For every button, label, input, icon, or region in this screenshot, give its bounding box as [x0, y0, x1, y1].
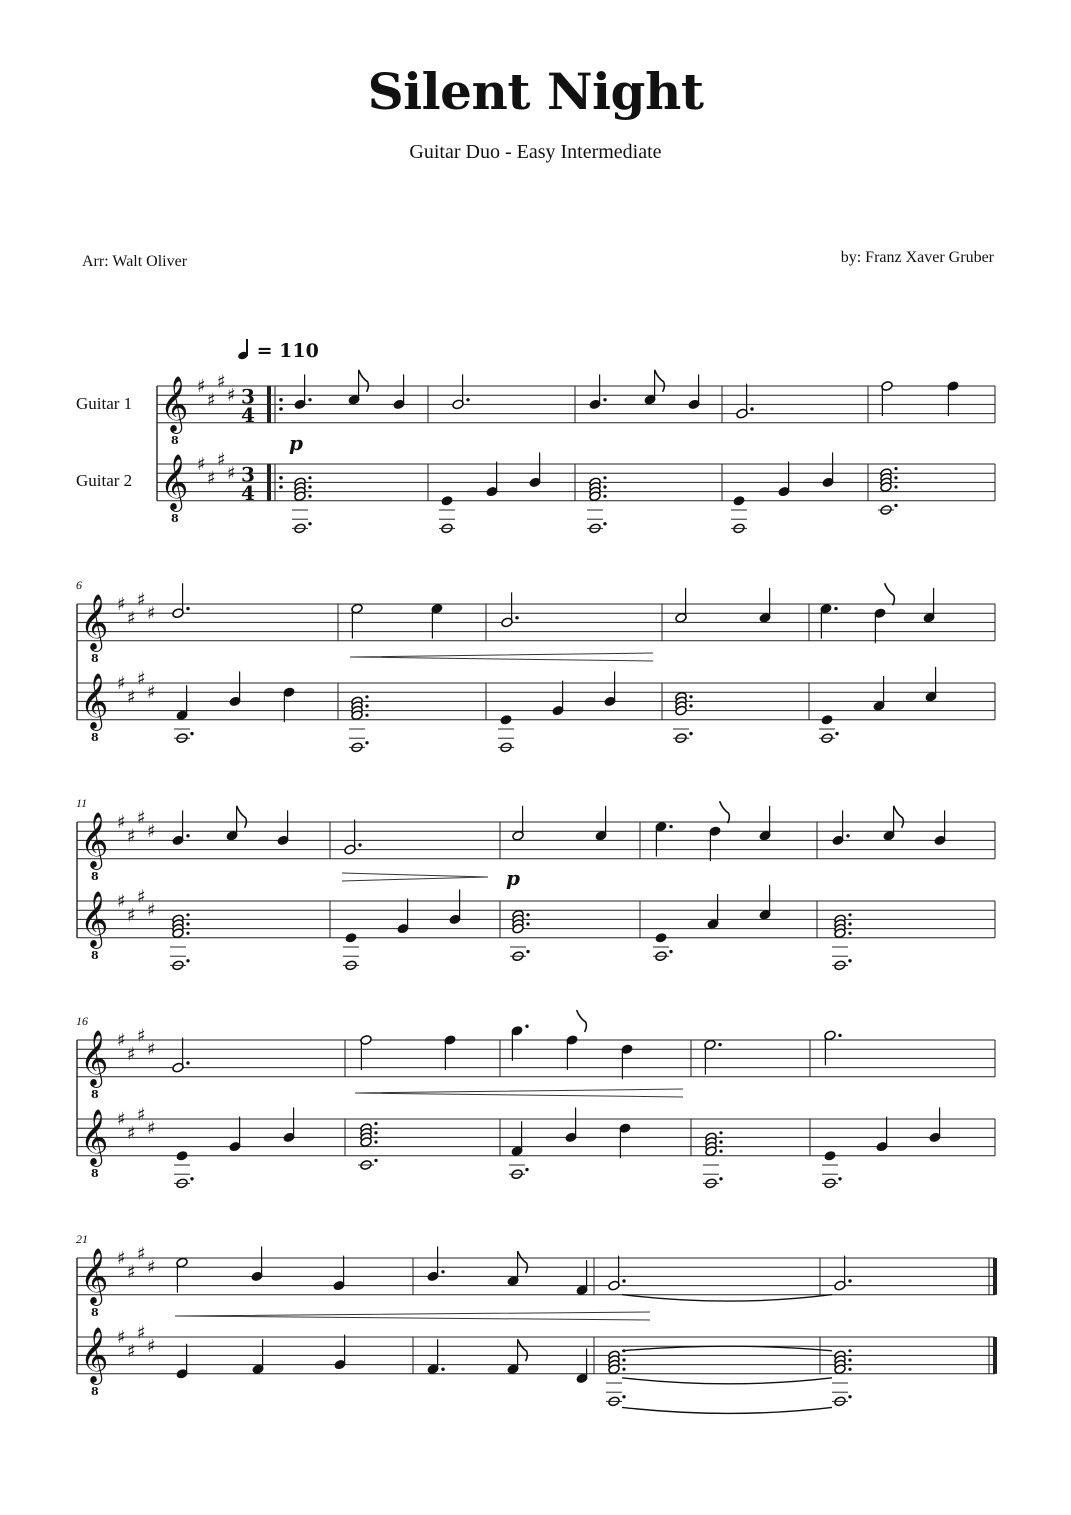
sharp-icon: ♯ — [147, 900, 156, 922]
augmentation-dot — [689, 695, 692, 698]
repeat-dot — [279, 407, 283, 411]
augmentation-dot — [308, 398, 311, 401]
augmentation-dot — [515, 616, 518, 619]
octave-8-marker: 8 — [91, 869, 99, 883]
tie — [622, 1295, 832, 1302]
augmentation-dot — [848, 1368, 851, 1371]
diminuendo-hairpin — [342, 873, 488, 881]
augmentation-dot — [308, 485, 311, 488]
octave-8-marker: 8 — [171, 433, 179, 447]
augmentation-dot — [365, 714, 368, 717]
treble-clef-icon: 𝄞 — [80, 593, 109, 650]
octave-8-marker: 8 — [91, 1166, 99, 1180]
augmentation-dot — [689, 704, 692, 707]
augmentation-dot — [526, 950, 529, 953]
sharp-icon: ♯ — [137, 807, 146, 829]
treble-clef-icon: 𝄞 — [80, 1029, 109, 1086]
sharp-icon: ♯ — [127, 1261, 136, 1283]
treble-clef-icon: 𝄞 — [160, 453, 189, 510]
arranger-credit: Arr: Walt Oliver — [82, 253, 188, 270]
sharp-icon: ♯ — [137, 589, 146, 611]
augmentation-dot — [848, 913, 851, 916]
augmentation-dot — [526, 922, 529, 925]
augmentation-dot — [848, 1395, 851, 1398]
sharp-icon: ♯ — [217, 371, 226, 393]
tempo-value: = 110 — [256, 340, 319, 362]
augmentation-dot — [848, 959, 851, 962]
eighth-flag — [237, 806, 247, 828]
notehead — [500, 714, 512, 725]
augmentation-dot — [525, 1168, 528, 1171]
augmentation-dot — [603, 522, 606, 525]
augmentation-dot — [186, 607, 189, 610]
augmentation-dot — [308, 495, 311, 498]
augmentation-dot — [603, 485, 606, 488]
augmentation-dot — [834, 607, 837, 610]
augmentation-dot — [374, 1122, 377, 1125]
sharp-icon: ♯ — [117, 1248, 126, 1269]
dynamic-piano: p — [506, 866, 520, 890]
treble-clef-icon: 𝄞 — [80, 811, 109, 868]
augmentation-dot — [750, 407, 753, 410]
sharp-icon: ♯ — [227, 385, 236, 407]
eighth-flag — [359, 370, 369, 392]
augmentation-dot — [603, 495, 606, 498]
augmentation-dot — [365, 741, 368, 744]
notehead — [176, 1150, 188, 1161]
sharp-icon: ♯ — [117, 1327, 126, 1348]
augmentation-dot — [603, 476, 606, 479]
augmentation-dot — [190, 732, 193, 735]
sharp-icon: ♯ — [207, 467, 216, 489]
time-signature-numerator: 3 — [241, 384, 255, 409]
time-signature-numerator: 3 — [241, 462, 255, 487]
octave-8-marker: 8 — [91, 1305, 99, 1319]
augmentation-dot — [846, 834, 849, 837]
dynamic-piano: p — [289, 431, 303, 455]
sharp-icon: ♯ — [137, 1243, 146, 1265]
sharp-icon: ♯ — [117, 673, 126, 694]
tie — [622, 1407, 832, 1413]
octave-8-marker: 8 — [91, 948, 99, 962]
sharp-icon: ♯ — [147, 821, 156, 843]
sharp-icon: ♯ — [227, 463, 236, 485]
octave-8-marker: 8 — [91, 730, 99, 744]
augmentation-dot — [894, 485, 897, 488]
augmentation-dot — [358, 843, 361, 846]
sharp-icon: ♯ — [127, 1122, 136, 1144]
treble-clef-icon: 𝄞 — [80, 1247, 109, 1304]
treble-clef-icon: 𝄞 — [80, 672, 109, 729]
measure-number: 16 — [76, 1014, 88, 1028]
augmentation-dot — [186, 834, 189, 837]
augmentation-dot — [838, 1177, 841, 1180]
augmentation-dot — [441, 1368, 444, 1371]
augmentation-dot — [190, 1177, 193, 1180]
score-subtitle: Guitar Duo - Easy Intermediate — [409, 141, 662, 163]
augmentation-dot — [365, 704, 368, 707]
augmentation-dot — [603, 398, 606, 401]
staff-systems — [77, 370, 995, 1414]
crescendo-hairpin — [350, 653, 653, 661]
augmentation-dot — [308, 522, 311, 525]
augmentation-dot — [848, 1279, 851, 1282]
sharp-icon: ♯ — [137, 668, 146, 690]
octave-8-marker: 8 — [91, 651, 99, 665]
augmentation-dot — [365, 695, 368, 698]
augmentation-dot — [848, 922, 851, 925]
augmentation-dot — [848, 932, 851, 935]
augmentation-dot — [622, 1368, 625, 1371]
sharp-icon: ♯ — [127, 607, 136, 629]
sharp-icon: ♯ — [197, 454, 206, 475]
augmentation-dot — [718, 1043, 721, 1046]
eighth-flag — [720, 801, 730, 823]
sharp-icon: ♯ — [137, 1025, 146, 1047]
score-title: Silent Night — [367, 62, 704, 121]
augmentation-dot — [689, 732, 692, 735]
augmentation-dot — [525, 1025, 528, 1028]
notehead — [824, 1150, 836, 1161]
sharp-icon: ♯ — [127, 1043, 136, 1065]
treble-clef-icon: 𝄞 — [80, 1326, 109, 1383]
augmentation-dot — [308, 476, 311, 479]
repeat-dot — [279, 476, 283, 480]
notehead — [655, 932, 667, 943]
augmentation-dot — [894, 476, 897, 479]
octave-8-marker: 8 — [91, 1384, 99, 1398]
instrument-label-guitar-2: Guitar 2 — [76, 471, 133, 490]
octave-8-marker: 8 — [91, 1087, 99, 1101]
time-signature-denominator: 4 — [241, 402, 255, 427]
sharp-icon: ♯ — [127, 904, 136, 926]
tie — [622, 1346, 832, 1351]
time-signature-denominator: 4 — [241, 480, 255, 505]
sharp-icon: ♯ — [147, 1039, 156, 1061]
measure-number: 11 — [76, 796, 88, 810]
augmentation-dot — [374, 1131, 377, 1134]
augmentation-dot — [622, 1279, 625, 1282]
augmentation-dot — [848, 1349, 851, 1352]
augmentation-dot — [526, 913, 529, 916]
sharp-icon: ♯ — [147, 1257, 156, 1279]
sharp-icon: ♯ — [137, 1104, 146, 1126]
augmentation-dot — [441, 1270, 444, 1273]
sharp-icon: ♯ — [137, 886, 146, 908]
measure-number: 21 — [76, 1232, 88, 1246]
sharp-icon: ♯ — [147, 1118, 156, 1140]
sharp-icon: ♯ — [207, 389, 216, 411]
sharp-icon: ♯ — [117, 812, 126, 833]
composer-credit: by: Franz Xaver Gruber — [840, 249, 994, 266]
eighth-flag — [885, 583, 895, 605]
sharp-icon: ♯ — [147, 1336, 156, 1358]
sharp-icon: ♯ — [117, 1109, 126, 1130]
treble-clef-icon: 𝄞 — [80, 890, 109, 947]
sharp-icon: ♯ — [217, 449, 226, 471]
sharp-icon: ♯ — [117, 594, 126, 615]
notehead — [821, 714, 833, 725]
notehead — [733, 495, 745, 506]
eighth-flag — [518, 1339, 528, 1361]
augmentation-dot — [848, 1358, 851, 1361]
sharp-icon: ♯ — [127, 1340, 136, 1362]
augmentation-dot — [894, 467, 897, 470]
augmentation-dot — [186, 1061, 189, 1064]
instrument-label-guitar-1: Guitar 1 — [76, 394, 133, 413]
repeat-dot — [279, 398, 283, 402]
augmentation-dot — [838, 1034, 841, 1037]
sharp-icon: ♯ — [147, 603, 156, 625]
augmentation-dot — [374, 1159, 377, 1162]
augmentation-dot — [719, 1150, 722, 1153]
notehead — [345, 932, 357, 943]
crescendo-hairpin — [175, 1312, 650, 1320]
sharp-icon: ♯ — [147, 682, 156, 704]
notehead — [441, 495, 453, 506]
augmentation-dot — [466, 398, 469, 401]
augmentation-dot — [669, 950, 672, 953]
augmentation-dot — [186, 932, 189, 935]
augmentation-dot — [719, 1140, 722, 1143]
sharp-icon: ♯ — [197, 376, 206, 397]
augmentation-dot — [719, 1177, 722, 1180]
sharp-icon: ♯ — [117, 1030, 126, 1051]
eighth-flag — [894, 806, 904, 828]
sharp-icon: ♯ — [127, 825, 136, 847]
eighth-flag — [655, 370, 665, 392]
crescendo-hairpin — [355, 1089, 683, 1097]
repeat-dot — [279, 485, 283, 489]
augmentation-dot — [622, 1358, 625, 1361]
augmentation-dot — [835, 732, 838, 735]
augmentation-dot — [669, 825, 672, 828]
augmentation-dot — [186, 922, 189, 925]
octave-8-marker: 8 — [171, 511, 179, 525]
augmentation-dot — [186, 959, 189, 962]
eighth-flag — [577, 1010, 587, 1032]
sharp-icon: ♯ — [117, 891, 126, 912]
sharp-icon: ♯ — [137, 1322, 146, 1344]
augmentation-dot — [894, 504, 897, 507]
measure-number: 6 — [76, 578, 82, 592]
augmentation-dot — [186, 913, 189, 916]
augmentation-dot — [374, 1140, 377, 1143]
sharp-icon: ♯ — [127, 686, 136, 708]
augmentation-dot — [719, 1131, 722, 1134]
treble-clef-icon: 𝄞 — [80, 1108, 109, 1165]
augmentation-dot — [622, 1395, 625, 1398]
eighth-flag — [518, 1251, 528, 1273]
tie — [622, 1378, 832, 1384]
treble-clef-icon: 𝄞 — [160, 375, 189, 432]
